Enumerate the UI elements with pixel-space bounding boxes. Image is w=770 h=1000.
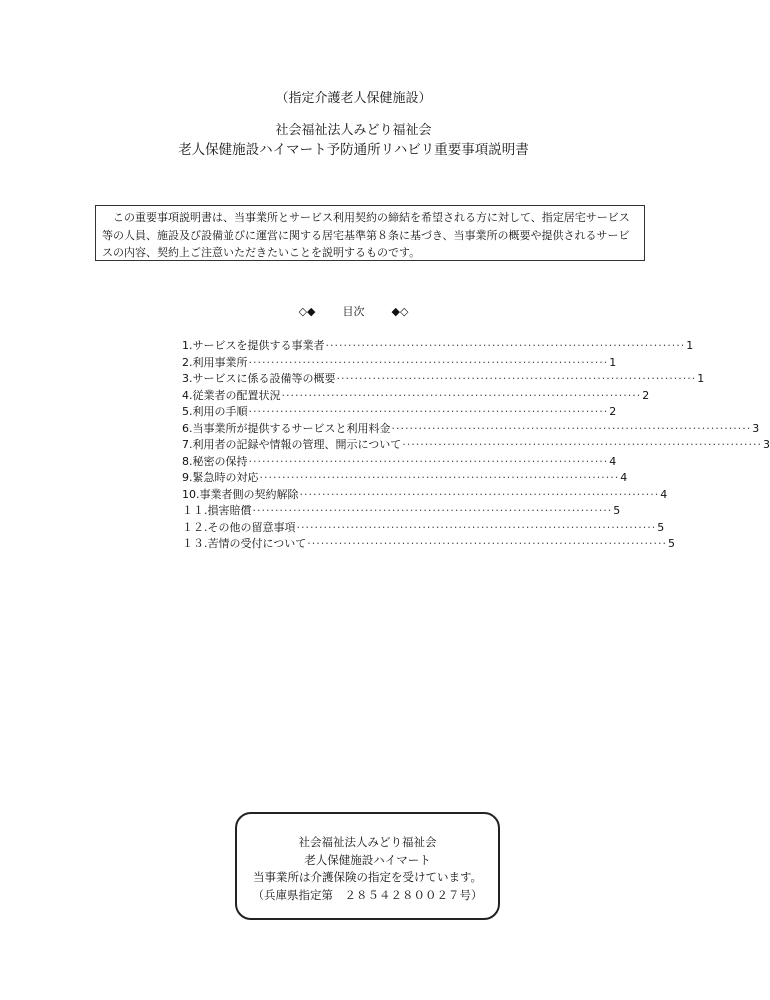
intro-text: この重要事項説明書は、当事業所とサービス利用契約の締結を希望される方に対して、指定居宅サービス等の人員、施設及び設備並びに運営に関する居宅基準第８条に基づき、当事業所の概要や提供されるサービスの内容、契約上ご注意いただきたいことを説明するものです。 xyxy=(102,211,630,259)
toc-item-label: 緊急時の対応 xyxy=(192,471,259,484)
toc-item-number: 7. xyxy=(182,438,193,451)
toc-item-label: 秘密の保持 xyxy=(192,454,248,468)
toc-item-label: 苦情の受付について xyxy=(207,537,307,550)
toc-item xyxy=(182,388,650,405)
toc-item-page: 4 xyxy=(620,471,628,484)
toc-item-label: 当事業所が提供するサービスと利用料金 xyxy=(192,421,391,435)
toc-item xyxy=(182,470,628,487)
toc-item-page: 3 xyxy=(763,438,770,451)
designation-notice-box xyxy=(235,812,500,920)
toc-item-label: 利用の手順 xyxy=(192,405,248,418)
corporation-name: 社会福祉法人みどり福祉会 xyxy=(275,123,432,138)
toc-item-page: 1 xyxy=(686,339,694,352)
facility-type: （指定介護老人保健施設） xyxy=(275,91,432,106)
toc-item-number: 4. xyxy=(182,388,193,402)
toc-item xyxy=(182,520,665,537)
toc-leader-dots: ················································································ xyxy=(402,438,763,451)
toc-item-label: 利用事業所 xyxy=(192,355,248,369)
toc-leader-dots: ················································································ xyxy=(252,504,613,517)
toc-leader-dots: ················································································ xyxy=(307,537,668,550)
toc-item-number: 2. xyxy=(182,355,193,369)
toc-item-number: 10. xyxy=(182,487,200,501)
toc-item-page: 4 xyxy=(660,487,668,501)
toc-item-label: 事業者側の契約解除 xyxy=(199,487,299,501)
toc-left-mark: ◇◆ xyxy=(298,305,316,318)
toc-right-mark: ◆◇ xyxy=(391,305,409,318)
notice-designation: 当事業所は介護保険の指定を受けています。 xyxy=(252,870,483,884)
toc-item-label: 従業者の配置状況 xyxy=(192,388,281,402)
notice-corporation: 社会福祉法人みどり福祉会 xyxy=(298,835,437,849)
toc-item-number: １１. xyxy=(182,504,208,517)
toc-item-page: 1 xyxy=(609,355,617,369)
toc-title: 目次 xyxy=(342,305,365,318)
toc-item-label: 損害賠償 xyxy=(207,504,252,517)
toc-item-page: 5 xyxy=(668,537,676,550)
toc-leader-dots: ················································································ xyxy=(248,454,609,468)
toc-leader-dots: ················································································ xyxy=(391,421,752,435)
toc-item xyxy=(182,503,621,520)
toc-item xyxy=(182,487,668,504)
toc-leader-dots: ················································································ xyxy=(259,471,620,484)
toc-leader-dots: ················································································ xyxy=(296,520,657,534)
intro-box xyxy=(95,205,645,261)
toc-list xyxy=(182,338,770,553)
toc-item-page: 3 xyxy=(752,421,760,435)
toc-item xyxy=(182,421,760,438)
toc-item xyxy=(182,404,617,421)
toc-item-page: 2 xyxy=(609,405,617,418)
toc-item-page: 5 xyxy=(613,504,621,517)
toc-leader-dots: ················································································ xyxy=(281,388,642,402)
toc-leader-dots: ················································································ xyxy=(299,487,660,501)
notice-number: （兵庫県指定第 ２８５４２８００２７号） xyxy=(252,887,483,902)
toc-item xyxy=(182,437,770,454)
toc-item-label: 利用者の記録や情報の管理、開示について xyxy=(192,438,402,451)
toc-item-page: 5 xyxy=(657,520,665,534)
toc-header xyxy=(0,303,707,319)
toc-item-number: 3. xyxy=(182,372,193,385)
toc-leader-dots: ················································································ xyxy=(248,355,609,369)
toc-item xyxy=(182,454,617,471)
toc-item-number: 8. xyxy=(182,454,193,468)
toc-item-number: 6. xyxy=(182,421,193,435)
toc-item-label: その他の留意事項 xyxy=(207,520,296,534)
toc-item-number: 9. xyxy=(182,471,193,484)
toc-item xyxy=(182,355,617,372)
toc-item-page: 2 xyxy=(642,388,650,402)
toc-item-number: 1. xyxy=(182,339,193,352)
toc-leader-dots: ················································································ xyxy=(336,372,697,385)
toc-item-number: １２. xyxy=(182,520,208,534)
toc-item xyxy=(182,338,694,355)
toc-leader-dots: ················································································ xyxy=(325,339,686,352)
toc-item-number: 5. xyxy=(182,405,193,418)
toc-item-label: サービスに係る設備等の概要 xyxy=(192,372,336,385)
toc-item-page: 1 xyxy=(697,372,705,385)
toc-item-label: サービスを提供する事業者 xyxy=(192,339,325,352)
toc-item xyxy=(182,371,705,388)
toc-item-page: 4 xyxy=(609,454,617,468)
toc-item xyxy=(182,536,676,553)
document-title: 老人保健施設ハイマート予防通所リハビリ重要事項説明書 xyxy=(178,142,529,158)
toc-item-number: １３. xyxy=(182,537,208,550)
notice-facility: 老人保健施設ハイマート xyxy=(304,852,431,867)
toc-leader-dots: ················································································ xyxy=(248,405,609,418)
